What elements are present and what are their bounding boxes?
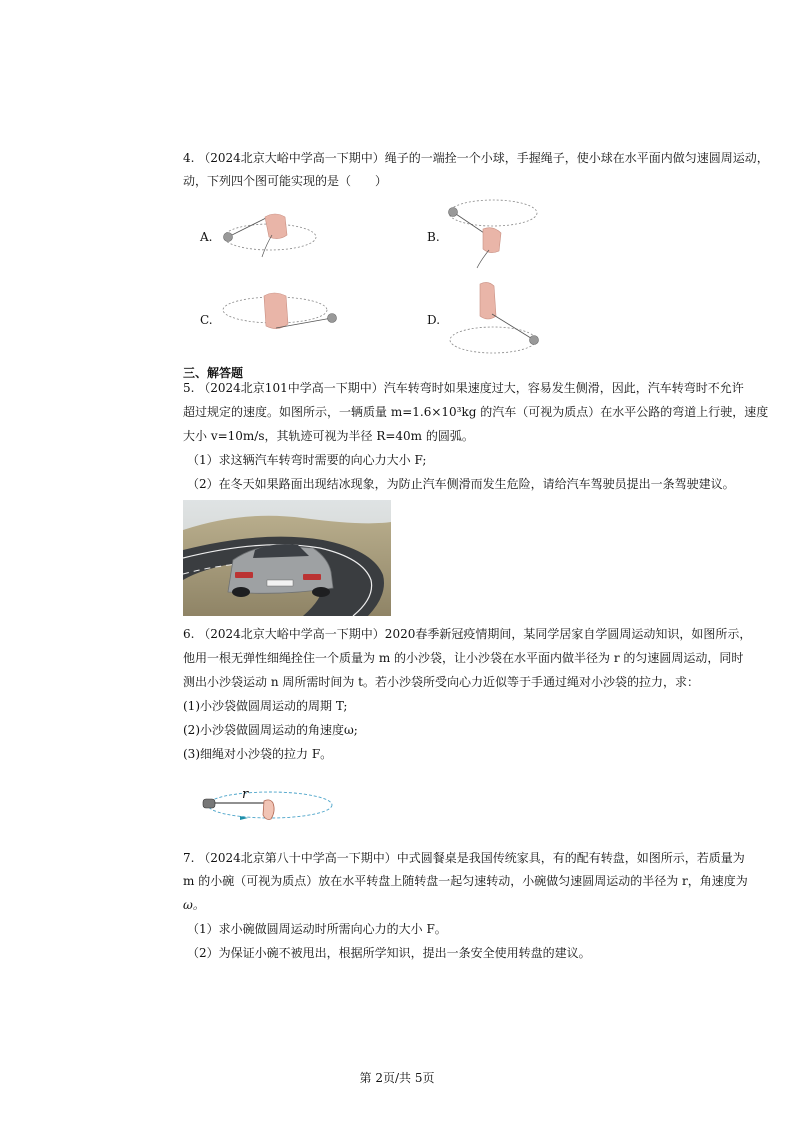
q6-sub-2: (2)小沙袋做圆周运动的角速度ω; — [183, 723, 358, 737]
q4-option-a-label: A. — [200, 230, 213, 244]
section-3-title: 三、解答题 — [183, 366, 244, 380]
q4-option-d-label: D. — [427, 313, 441, 327]
q4-line-2: 动，下列四个图可能实现的是（ ） — [183, 174, 388, 188]
q6-line-3: 测出小沙袋运动 n 周所需时间为 t。若小沙袋所受向心力近似等于手通过绳对小沙袋的拉力，求： — [183, 675, 699, 689]
q6-line-2: 他用一根无弹性细绳拴住一个质量为 m 的小沙袋，让小沙袋在水平面内做半径为 r 的匀速圆周运动，同时 — [183, 651, 744, 665]
q6-sandbag-circular-motion-figure — [200, 785, 335, 827]
q5-line-2: 超过规定的速度。如图所示，一辆质量 m=1.6×10³kg 的汽车（可视为质点）在水平公路的弯道上行驶，速度 — [183, 405, 769, 419]
q6-sub-1: (1)小沙袋做圆周运动的周期 T; — [183, 699, 348, 713]
q4-option-c-label: C. — [200, 313, 213, 327]
q4-figure-d — [448, 280, 548, 355]
q4-figure-c — [220, 288, 345, 348]
q5-sub-2: （2）在冬天如果路面出现结冰现象，为防止汽车侧滑而发生危险，请给汽车驾驶员提出一条驾驶建议。 — [187, 477, 735, 491]
q4-line-1: 4. （2024北京大峪中学高一下期中）绳子的一端拴一个小球，手握绳子，使小球在水平面内做匀速圆周运动， — [183, 151, 769, 165]
q6-radius-label: r — [242, 787, 249, 802]
q7-line-2: m 的小碗（可视为质点）放在水平转盘上随转盘一起匀速转动，小碗做匀速圆周运动的半径为 r，角速度为 — [183, 874, 748, 888]
q7-sub-1: （1）求小碗做圆周运动时所需向心力的大小 F。 — [187, 922, 447, 936]
page-number-footer: 第 2页/共 5页 — [359, 1071, 435, 1085]
q4-figure-b — [445, 195, 545, 270]
q4-option-b-label: B. — [427, 230, 440, 244]
q7-line-3: ω。 — [183, 898, 205, 912]
q7-line-1: 7. （2024北京第八十中学高一下期中）中式圆餐桌是我国传统家具，有的配有转盘，如图所示，若质量为 — [183, 851, 745, 865]
q6-sub-3: (3)细绳对小沙袋的拉力 F。 — [183, 747, 333, 761]
q4-figure-a — [220, 205, 320, 265]
q7-sub-2: （2）为保证小碗不被甩出，根据所学知识，提出一条安全使用转盘的建议。 — [187, 946, 591, 960]
q5-line-3: 大小 v=10m/s，其轨迹可视为半径 R=40m 的圆弧。 — [183, 429, 474, 443]
q5-sub-1: （1）求这辆汽车转弯时需要的向心力大小 F; — [187, 453, 427, 467]
car-on-curved-road-photo — [183, 500, 391, 616]
q5-line-1: 5. （2024北京101中学高一下期中）汽车转弯时如果速度过大，容易发生侧滑，因此，汽车转弯时不允许 — [183, 381, 744, 395]
q6-line-1: 6. （2024北京大峪中学高一下期中）2020春季新冠疫情期间，某同学居家自学圆周运动知识，如图所示， — [183, 627, 752, 641]
